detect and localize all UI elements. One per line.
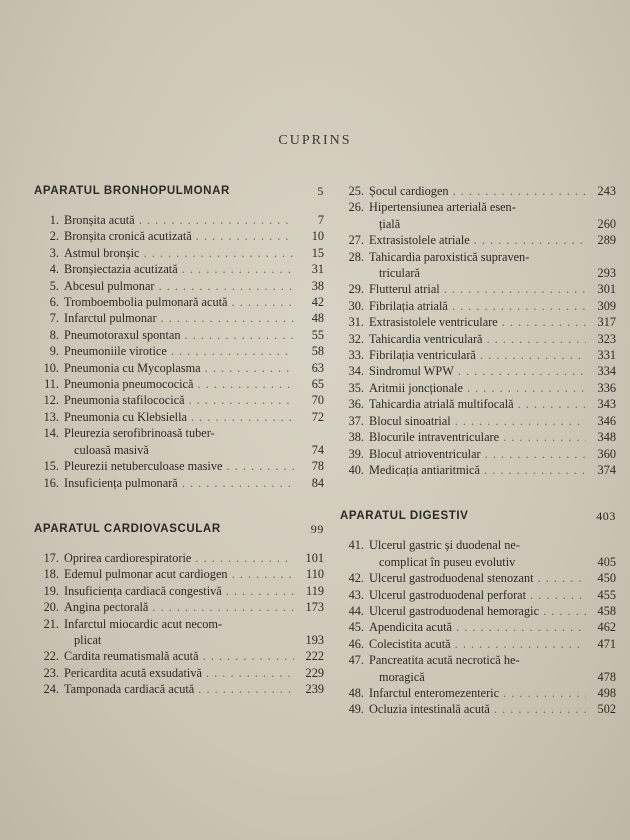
entry-number: 2. [49, 229, 59, 244]
entry-title: Extrasistolele atriale . . . [369, 232, 586, 248]
entry-page: 84 [311, 475, 324, 490]
toc-entry [340, 685, 616, 701]
section-page: 5 [317, 184, 324, 198]
entry-title-line1: Ulcerul gastric și duodenal ne- [369, 538, 520, 553]
toc-entry [34, 294, 324, 310]
entry-page: 502 [597, 702, 616, 717]
entry-page: 346 [597, 413, 616, 428]
entry-page: 173 [305, 600, 324, 615]
entry-page: 239 [305, 682, 324, 697]
entry-page: 10 [311, 229, 324, 244]
toc-entry [34, 228, 324, 244]
toc-entry [34, 475, 324, 491]
section-header-bronhopulmonar [34, 183, 324, 199]
toc-list [340, 537, 616, 717]
toc-entry [340, 570, 616, 586]
toc-entry [34, 665, 324, 681]
entry-title: Edemul pulmonar acut cardiogen . . . [64, 566, 294, 582]
toc-entry [34, 376, 324, 392]
entry-page: 7 [317, 213, 324, 227]
entry-page: 42 [311, 295, 324, 310]
entry-number: 11. [44, 377, 59, 392]
entry-title: Blocul sinoatrial . . . [369, 413, 586, 429]
entry-page: 293 [597, 266, 616, 281]
toc-entry [340, 413, 616, 429]
toc-entry [34, 261, 324, 277]
entry-page: 229 [305, 665, 324, 680]
entry-title-line1: Pancreatita acută necrotică he- [369, 653, 520, 668]
entry-number: 36. [348, 397, 364, 412]
entry-page: 31 [311, 262, 324, 277]
toc-entry [340, 537, 616, 570]
entry-title: Infarctul pulmonar . . . [64, 310, 294, 326]
entry-title: Pericardita acută exsudativă . . . [64, 665, 294, 681]
entry-title-line2: complicat în puseu evolutiv [379, 554, 516, 569]
entry-page: 334 [597, 364, 616, 379]
entry-number: 12. [43, 393, 59, 408]
toc-entry [34, 392, 324, 408]
entry-title: Pneumonia cu Mycoplasma . . . [64, 360, 294, 376]
entry-title: Extrasistolele ventriculare . . . [369, 314, 586, 330]
entry-page: 15 [311, 245, 324, 260]
entry-title-line2: plicat [74, 632, 102, 647]
entry-title: Bronșita cronică acutizată . . . [64, 228, 294, 244]
entry-page: 360 [597, 446, 616, 461]
entry-title-line2: moragică [379, 669, 425, 684]
toc-entry [34, 616, 324, 649]
entry-title: Flutterul atrial . . . [369, 281, 586, 297]
entry-page: 343 [597, 397, 616, 412]
entry-page: 478 [597, 669, 616, 684]
entry-page: 498 [597, 685, 616, 700]
entry-number: 25. [348, 184, 364, 198]
toc-entry [34, 343, 324, 359]
entry-number: 32. [348, 331, 364, 346]
entry-number: 31. [348, 315, 364, 330]
toc-entry [34, 458, 324, 474]
entry-title: Șocul cardiogen . . . [369, 183, 586, 199]
toc-entry [340, 232, 616, 248]
entry-number: 17. [43, 550, 59, 565]
section-title: APARATUL BRONHOPULMONAR [34, 185, 230, 197]
toc-entry [34, 278, 324, 294]
entry-title-line2: triculară [379, 266, 420, 281]
toc-entry [34, 425, 324, 458]
entry-page: 72 [311, 409, 324, 424]
entry-number: 48. [348, 685, 364, 700]
toc-entry [340, 281, 616, 297]
entry-title: Ocluzia intestinală acută . . . [369, 701, 586, 717]
entry-page: 450 [597, 571, 616, 586]
section-header-cardiovascular [34, 521, 324, 537]
toc-entry [34, 648, 324, 664]
entry-number: 29. [348, 282, 364, 297]
entry-number: 46. [348, 636, 364, 651]
toc-entry [340, 462, 616, 478]
entry-page: 193 [305, 632, 324, 647]
entry-number: 33. [348, 348, 364, 363]
entry-title-line2: țială [379, 216, 401, 231]
entry-number: 16. [43, 475, 59, 490]
entry-title: Fibrilația ventriculară . . . [369, 347, 586, 363]
entry-title: Cardita reumatismală acută . . . [64, 648, 294, 664]
entry-number: 34. [348, 364, 364, 379]
entry-page: 38 [311, 278, 324, 293]
entry-title: Aritmii joncționale . . . [369, 380, 586, 396]
page-title: CUPRINS [278, 133, 352, 148]
right-column [340, 183, 616, 718]
entry-title: Tahicardia atrială multifocală . . . [369, 396, 586, 412]
entry-page: 336 [597, 380, 616, 395]
entry-title: Sindromul WPW . . . [369, 363, 586, 379]
toc-entry [340, 331, 616, 347]
toc-entry [34, 599, 324, 615]
toc-entry [34, 245, 324, 261]
entry-number: 24. [43, 682, 59, 697]
toc-entry [340, 183, 616, 199]
entry-title: Bronșita acută . . . [64, 212, 294, 228]
entry-title: Pneumotoraxul spontan . . . [64, 327, 294, 343]
toc-entry [340, 298, 616, 314]
entry-page: 374 [597, 462, 616, 477]
section-page: 99 [310, 521, 324, 536]
entry-page: 471 [597, 636, 616, 651]
toc-entry [340, 199, 616, 232]
entry-number: 27. [348, 233, 364, 248]
entry-title-line1: Tahicardia paroxistică supraven- [369, 249, 530, 264]
entry-number: 37. [348, 413, 364, 428]
entry-page: 74 [311, 442, 324, 457]
entry-title: Infarctul enteromezenteric . . . [369, 685, 586, 701]
entry-page: 323 [597, 331, 616, 346]
entry-number: 44. [348, 603, 364, 618]
entry-title [369, 249, 586, 282]
entry-title: Insuficiența pulmonară . . . [64, 475, 294, 491]
entry-title: Pleurezii netuberculoase masive . . . [64, 458, 294, 474]
toc-entry [340, 314, 616, 330]
toc-entry [340, 363, 616, 379]
entry-number: 35. [348, 380, 364, 395]
entry-number: 1. [49, 213, 59, 227]
entry-title-line1: Pleurezia serofibrinoasă tuber- [64, 426, 215, 441]
entry-page: 222 [305, 649, 324, 664]
entry-number: 42. [348, 571, 364, 586]
section-title: APARATUL CARDIOVASCULAR [34, 522, 221, 535]
entry-number: 41. [348, 538, 364, 553]
entry-number: 13. [43, 409, 59, 424]
entry-title: Angina pectorală . . . [64, 599, 294, 615]
entry-title: Fibrilația atrială . . . [369, 298, 586, 314]
entry-title: Pneumonia cu Klebsiella . . . [64, 409, 294, 425]
section-header-digestiv [340, 508, 616, 524]
left-column [34, 183, 324, 698]
entry-page: 78 [311, 459, 324, 474]
entry-number: 23. [43, 665, 59, 680]
entry-page: 48 [311, 311, 324, 326]
entry-page: 63 [311, 360, 324, 375]
entry-number: 9. [49, 344, 59, 359]
entry-number: 20. [43, 600, 59, 615]
entry-title: Pneumonia pneumococică . . . [64, 376, 294, 392]
entry-number: 43. [348, 587, 364, 602]
toc-entry [34, 310, 324, 326]
toc-entry [340, 619, 616, 635]
entry-title: Blocurile intraventriculare . . . [369, 429, 586, 445]
entry-title: Tamponada cardiacă acută . . . [64, 681, 294, 697]
entry-title-line1: Infarctul miocardic acut necom- [64, 616, 223, 631]
entry-page: 455 [597, 587, 616, 602]
entry-title-line2: culoasă masivă [74, 442, 149, 457]
entry-title: Colecistita acută . . . [369, 636, 586, 652]
entry-title [369, 199, 586, 232]
toc-entry [340, 380, 616, 396]
entry-page: 405 [597, 554, 616, 569]
entry-number: 6. [49, 295, 59, 310]
entry-title: Ulcerul gastroduodenal perforat . . . [369, 587, 586, 603]
entry-number: 47. [348, 653, 364, 668]
entry-number: 18. [43, 567, 59, 582]
toc-entry [340, 652, 616, 685]
entry-page: 58 [311, 344, 324, 359]
entry-title [64, 425, 294, 458]
entry-number: 40. [348, 462, 364, 477]
entry-number: 15. [43, 459, 59, 474]
toc-entry [340, 347, 616, 363]
entry-page: 101 [305, 550, 324, 565]
toc-entry [34, 360, 324, 376]
entry-page: 309 [597, 298, 616, 313]
toc-entry [34, 583, 324, 599]
entry-number: 39. [348, 446, 364, 461]
entry-page: 65 [311, 377, 324, 392]
entry-number: 30. [348, 298, 364, 313]
entry-page: 289 [597, 233, 616, 248]
entry-page: 260 [597, 216, 616, 231]
entry-title-line1: Hipertensiunea arterială esen- [369, 200, 516, 215]
section-page: 403 [596, 509, 616, 524]
entry-page: 462 [597, 620, 616, 635]
toc-entry [340, 249, 616, 282]
entry-page: 348 [597, 430, 616, 445]
toc-entry [340, 603, 616, 619]
entry-title [64, 616, 294, 649]
entry-title [369, 537, 586, 570]
entry-number: 7. [49, 311, 59, 326]
entry-number: 21. [43, 616, 59, 631]
toc-list [34, 550, 324, 698]
entry-page: 110 [306, 567, 324, 582]
section-title: APARATUL DIGESTIV [340, 510, 469, 523]
entry-number: 28. [348, 249, 364, 264]
toc-entry [340, 636, 616, 652]
entry-number: 14. [43, 426, 59, 441]
toc-entry [34, 550, 324, 566]
toc-list [34, 212, 324, 491]
entry-title: Abcesul pulmonar . . . [64, 278, 294, 294]
toc-entry [340, 587, 616, 603]
entry-number: 22. [43, 649, 59, 664]
entry-page: 55 [311, 327, 324, 342]
entry-title: Oprirea cardiorespiratorie . . . [64, 550, 294, 566]
entry-number: 8. [49, 327, 59, 342]
entry-title: Insuficiența cardiacă congestivă . . . [64, 583, 294, 599]
entry-title: Bronșiectazia acutizată . . . [64, 261, 294, 277]
entry-title: Ulcerul gastroduodenal hemoragic . . . [369, 603, 586, 619]
entry-page: 458 [597, 603, 616, 618]
entry-page: 317 [597, 315, 616, 330]
entry-number: 26. [348, 200, 364, 215]
entry-title: Ulcerul gastroduodenal stenozant . . . [369, 570, 586, 586]
entry-title: Blocul atrioventricular . . . [369, 446, 586, 462]
entry-page: 243 [597, 184, 616, 198]
toc-entry [34, 327, 324, 343]
entry-title: Astmul bronșic . . . [64, 245, 294, 261]
entry-page: 301 [597, 282, 616, 297]
entry-title: Medicația antiaritmică . . . [369, 462, 586, 478]
entry-number: 49. [348, 702, 364, 717]
entry-title: Pneumonia stafilococică . . . [64, 392, 294, 408]
entry-page: 331 [597, 348, 616, 363]
entry-title [369, 652, 586, 685]
entry-title: Pneumoniile virotice . . . [64, 343, 294, 359]
toc-entry [34, 212, 324, 228]
entry-title: Tahicardia ventriculară . . . [369, 331, 586, 347]
entry-number: 10. [43, 360, 59, 375]
entry-title: Apendicita acută . . . [369, 619, 586, 635]
entry-number: 3. [49, 245, 59, 260]
entry-number: 45. [348, 620, 364, 635]
toc-list [340, 183, 616, 478]
entry-page: 70 [311, 393, 324, 408]
entry-number: 38. [348, 430, 364, 445]
toc-entry [340, 446, 616, 462]
entry-number: 19. [43, 583, 59, 598]
toc-entry [340, 701, 616, 717]
toc-entry [34, 566, 324, 582]
toc-entry [340, 429, 616, 445]
toc-entry [34, 409, 324, 425]
entry-number: 4. [49, 262, 59, 277]
toc-entry [340, 396, 616, 412]
toc-entry [34, 681, 324, 697]
entry-number: 5. [49, 278, 59, 293]
entry-title: Tromboembolia pulmonară acută . . . [64, 294, 294, 310]
entry-page: 119 [306, 583, 324, 598]
